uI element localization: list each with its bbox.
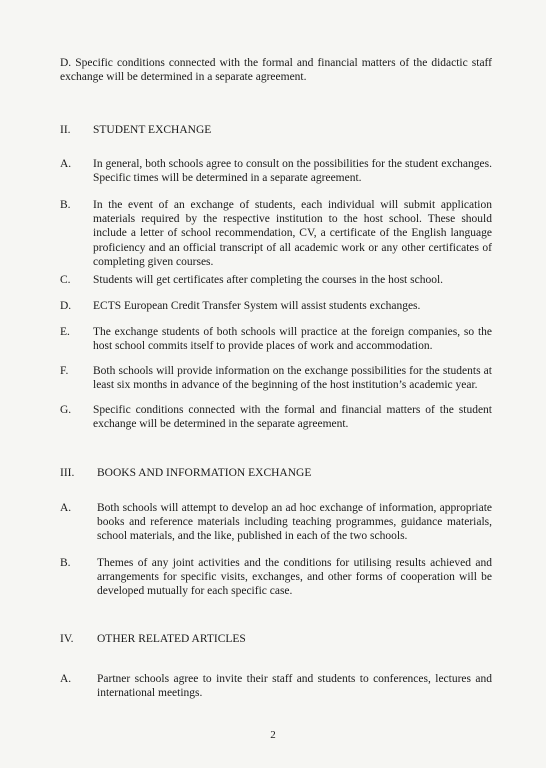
item-text: Specific conditions connected with the formal and financial matters of the student exchange will be determined in the separate agreement.: [93, 404, 492, 431]
section-number: IV.: [60, 633, 74, 645]
item-text: In the event of an exchange of students, each individual will submit application materials required by the respective institution to the host school. These should include a letter of school recommendation, CV, a certificate of the English language proficiency and an official transcript of all academic work or any other certificates of completing given courses.: [93, 199, 492, 268]
item-text: Both schools will provide information on the exchange possibilities for the students at least six months in advance of the beginning of the host institution’s academic year.: [93, 365, 492, 392]
list-item: [60, 364, 492, 392]
list-item: [60, 501, 492, 544]
list-item: [60, 273, 492, 287]
list-item: [60, 403, 492, 431]
section-title: STUDENT EXCHANGE: [93, 124, 212, 136]
list-item: [60, 198, 492, 269]
section-title: OTHER RELATED ARTICLES: [97, 633, 246, 645]
item-letter: B.: [60, 199, 71, 211]
section-title: BOOKS AND INFORMATION EXCHANGE: [97, 467, 312, 479]
section-number: II.: [60, 124, 71, 136]
item-letter: E.: [60, 326, 70, 338]
item-text: Both schools will attempt to develop an ad hoc exchange of information, appropriate books and reference materials including teaching programmes, guidance materials, school materials, and the like, published in each of the two schools.: [97, 502, 492, 543]
item-letter: C.: [60, 274, 71, 286]
item-letter: A.: [60, 502, 72, 514]
page-number: 2: [270, 729, 276, 741]
item-text: In general, both schools agree to consult on the possibilities for the student exchanges. Specific times will be determined in a separate agreement.: [93, 158, 492, 185]
list-item: [60, 672, 492, 700]
list-item: [60, 157, 492, 185]
item-letter: D.: [60, 300, 72, 312]
list-item: [60, 556, 492, 599]
item-letter: A.: [60, 673, 72, 685]
item-text: ECTS European Credit Transfer System will assist students exchanges.: [93, 300, 421, 312]
intro-letter: D.: [60, 57, 72, 69]
item-letter: A.: [60, 158, 72, 170]
item-letter: B.: [60, 557, 71, 569]
intro-text: Specific conditions connected with the formal and financial matters of the didactic staff exchange will be determined in a separate agreement.: [60, 57, 492, 84]
intro-paragraph: [60, 56, 492, 84]
section-number: III.: [60, 467, 75, 479]
item-letter: G.: [60, 404, 72, 416]
list-item: [60, 325, 492, 353]
item-text: Themes of any joint activities and the conditions for utilising results achieved and arrangements for specific visits, exchanges, and other forms of cooperation will be developed mutually for each specific case.: [97, 557, 492, 598]
item-text: The exchange students of both schools will practice at the foreign companies, so the host school commits itself to provide places of work and accommodation.: [93, 326, 492, 353]
item-letter: F.: [60, 365, 69, 377]
item-text: Partner schools agree to invite their staff and students to conferences, lectures and international meetings.: [97, 673, 492, 700]
list-item: [60, 299, 492, 313]
item-text: Students will get certificates after completing the courses in the host school.: [93, 274, 444, 286]
